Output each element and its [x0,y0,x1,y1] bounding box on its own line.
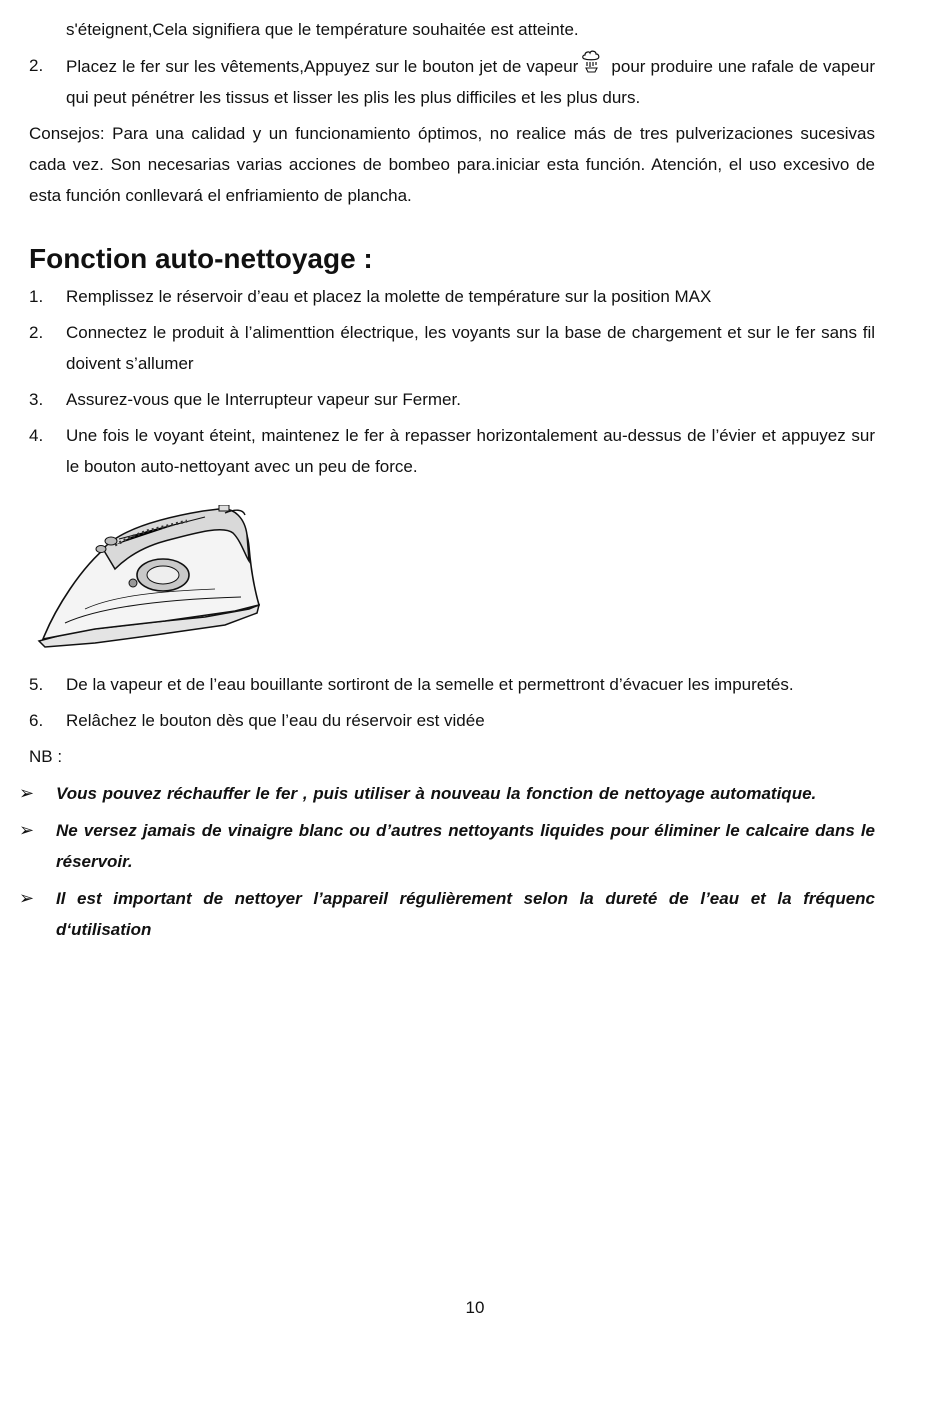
list-number: 6. [29,711,44,730]
list-number: 1. [29,287,44,306]
list-item [29,281,875,312]
list-number: 3. [29,390,44,409]
consejos-paragraph: Consejos: Para una calidad y un funcionamiento óptimos, no realice más de tres pulverizaciones sucesivas cada vez. Son necesarias varias acciones de bombeo para.iniciar esta función. Atención, el uso excesivo de esta función conllevará el enfriamiento de plancha. [29,124,875,205]
list-number: 4. [29,426,44,445]
bullet-text: Il est important de nettoyer l’appareil régulièrement selon la dureté de l’eau et la fréquenc d‘utilisation [56,889,875,939]
list-item [29,384,875,415]
nb-label: NB : [29,747,63,766]
list-item-2-steam [29,50,875,113]
nb-bullets [19,778,875,945]
list-text: Assurez-vous que le Interrupteur vapeur sur Fermer. [66,390,461,409]
section-heading: Fonction auto-nettoyage : [29,243,373,274]
steps-list-b [29,669,875,736]
arrow-bullet-icon: ➢ [19,820,35,840]
list-item [29,705,875,736]
list-text: De la vapeur et de l’eau bouillante sortiront de la semelle et permettront d’évacuer les impuretés. [66,675,794,694]
list-number: 2. [29,56,44,75]
list-text: Une fois le voyant éteint, maintenez le fer à repasser horizontalement au-dessus de l’évier et appuyez sur le bouton auto-nettoyant avec un peu de force. [66,426,875,476]
steam-burst-icon [578,50,604,74]
bullet-item [19,883,875,945]
steam-iron-illustration [35,505,263,651]
page-number: 10 [465,1298,485,1317]
arrow-bullet-icon: ➢ [19,888,35,908]
bullet-text: Ne versez jamais de vinaigre blanc ou d’autres nettoyants liquides pour éliminer le calcaire dans le réservoir. [56,821,875,871]
bullet-text: Vous pouvez réchauffer le fer , puis utiliser à nouveau la fonction de nettoyage automatique. [56,784,817,803]
bullet-item [19,778,875,809]
list-item [29,317,875,379]
steps-list-a [29,281,875,482]
list-text: Relâchez le bouton dès que l’eau du réservoir est vidée [66,711,485,730]
document-page [19,14,876,951]
list-item [29,669,875,700]
arrow-bullet-icon: ➢ [19,783,35,803]
list-text: Remplissez le réservoir d’eau et placez la molette de température sur la position MAX [66,287,712,306]
bullet-item [19,815,875,877]
intro-continuation: s'éteignent,Cela signifiera que le température souhaitée est atteinte. [66,20,579,39]
list-text: Connectez le produit à l’alimenttion électrique, les voyants sur la base de chargement et sur le fer sans fil doivent s’allumer [66,323,875,373]
list-number: 5. [29,675,44,694]
list-number: 2. [29,323,44,342]
list-text-part2: pour produire une rafale de vapeur qui peut pénétrer les tissus et lisser les plis les plus difficiles et les plus durs. [66,57,876,107]
list-text-part1: Placez le fer sur les vêtements,Appuyez sur le bouton jet de vapeur [66,57,579,76]
list-item [29,420,875,482]
